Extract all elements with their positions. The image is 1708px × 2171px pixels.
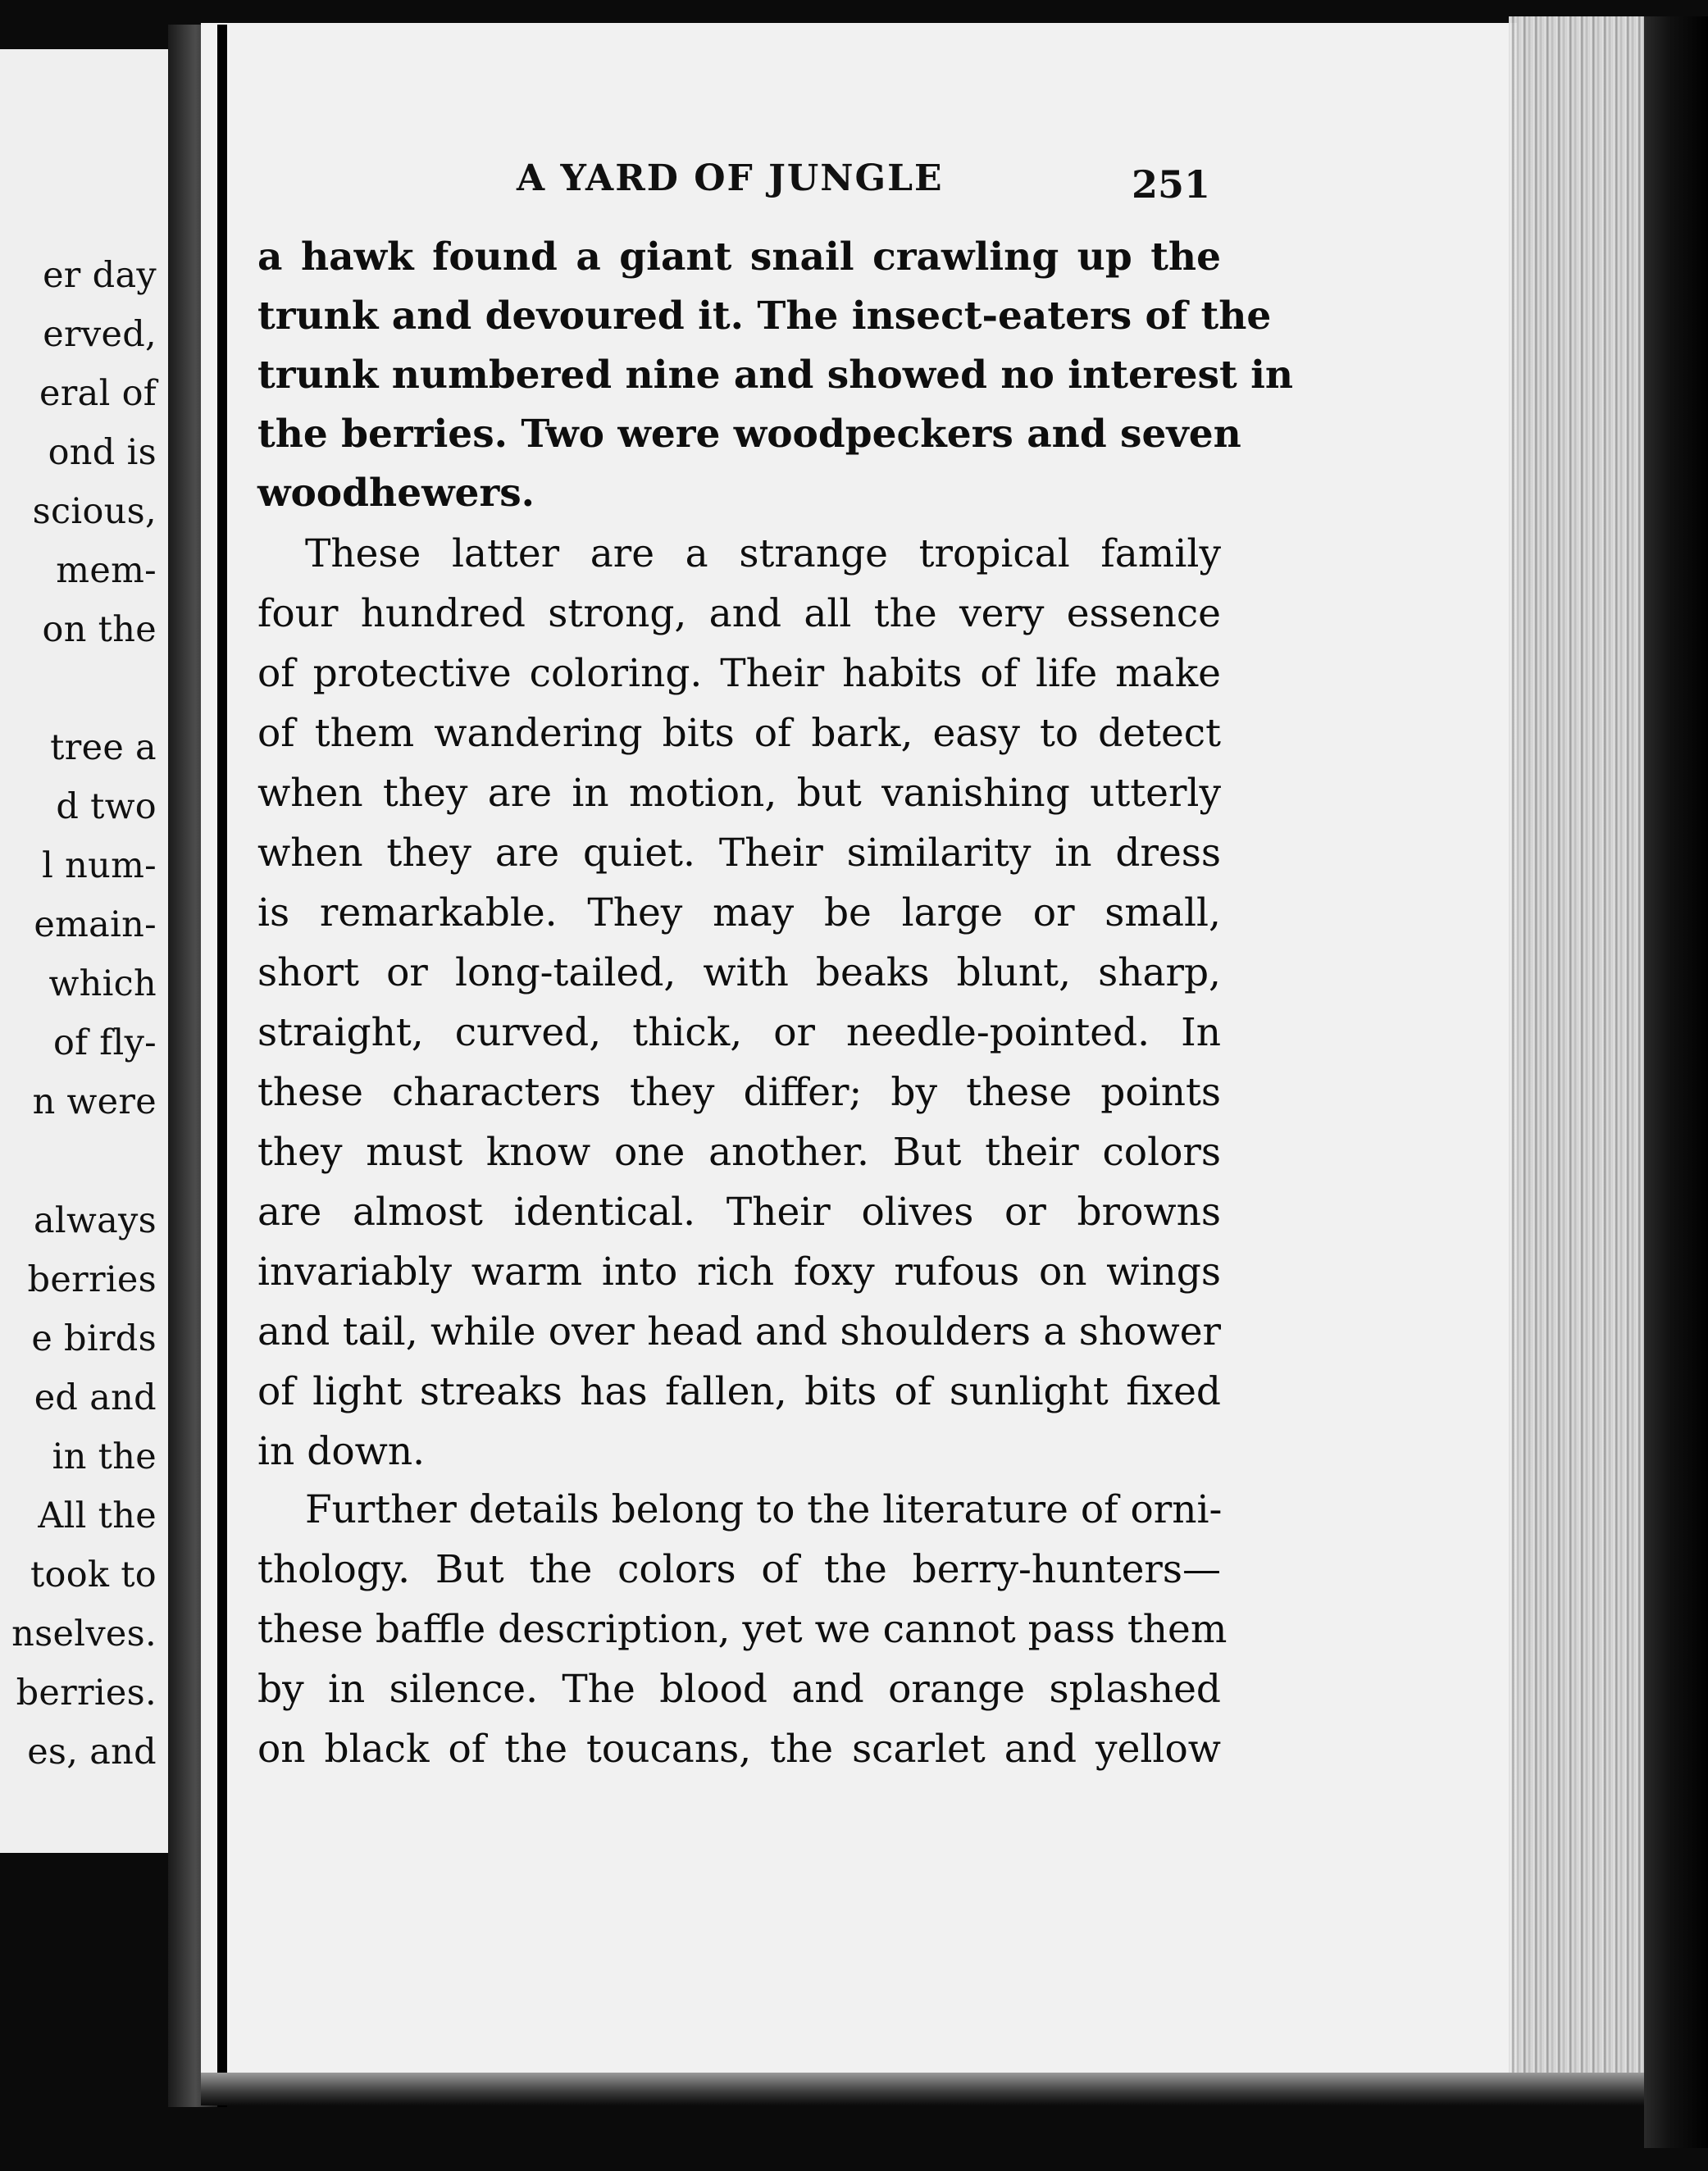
facing-page-line: l num- bbox=[42, 845, 157, 886]
body-line: by in silence. The blood and orange splashed bbox=[257, 1667, 1221, 1712]
facing-page-line: of fly- bbox=[52, 1022, 157, 1063]
bottom-edge bbox=[201, 2073, 1644, 2105]
facing-page-line: in the bbox=[52, 1436, 157, 1477]
body-line: These latter are a strange tropical family bbox=[305, 531, 1221, 576]
facing-page-line: which bbox=[48, 963, 157, 1004]
facing-page-line: e birds bbox=[31, 1318, 157, 1359]
body-line: they must know one another. But their colors bbox=[257, 1130, 1221, 1175]
facing-page-line: emain- bbox=[34, 904, 157, 945]
facing-page-line: took to bbox=[30, 1554, 157, 1595]
facing-page-line: on the bbox=[42, 609, 157, 650]
gutter-shadow bbox=[217, 25, 227, 2107]
facing-page-line: berries bbox=[27, 1259, 157, 1300]
body-line: of light streaks has fallen, bits of sunlight fixed bbox=[257, 1369, 1221, 1414]
body-line: of them wandering bits of bark, easy to detect bbox=[257, 711, 1221, 756]
facing-page-line: nselves. bbox=[11, 1613, 157, 1654]
body-line: trunk numbered nine and showed no interest in bbox=[257, 353, 1294, 398]
page-number: 251 bbox=[1132, 162, 1211, 207]
body-line: short or long-tailed, with beaks blunt, sharp, bbox=[257, 950, 1221, 995]
body-line: is remarkable. They may be large or small, bbox=[257, 890, 1221, 935]
body-line: invariably warm into rich foxy rufous on wings bbox=[257, 1249, 1221, 1295]
body-line: these baffle description, yet we cannot pass them bbox=[257, 1607, 1227, 1652]
facing-page-line: always bbox=[34, 1200, 157, 1241]
body-line: four hundred strong, and all the very essence bbox=[257, 591, 1221, 636]
body-line: when they are quiet. Their similarity in dress bbox=[257, 831, 1221, 876]
facing-page-line: scious, bbox=[32, 491, 157, 532]
body-line: woodhewers. bbox=[257, 471, 535, 516]
page-edges bbox=[1509, 16, 1648, 2099]
facing-page-line: All the bbox=[38, 1495, 157, 1536]
body-line: thology. But the colors of the berry-hunters— bbox=[257, 1547, 1221, 1592]
body-line: a hawk found a giant snail crawling up the bbox=[257, 234, 1221, 280]
body-line: on black of the toucans, the scarlet and yellow bbox=[257, 1727, 1221, 1772]
facing-page-line: es, and bbox=[27, 1732, 157, 1773]
body-line: the berries. Two were woodpeckers and seven bbox=[257, 412, 1241, 457]
facing-page-line: er day bbox=[43, 255, 157, 296]
body-line: straight, curved, thick, or needle-pointed. In bbox=[257, 1010, 1221, 1055]
body-line: trunk and devoured it. The insect-eaters of the bbox=[257, 294, 1272, 339]
facing-page-line: d two bbox=[56, 786, 157, 827]
body-line: and tail, while over head and shoulders a shower bbox=[257, 1309, 1221, 1354]
facing-page-line: tree a bbox=[50, 727, 157, 768]
facing-page bbox=[0, 49, 168, 1853]
body-line: of protective coloring. Their habits of life make bbox=[257, 651, 1221, 696]
facing-page-line: n were bbox=[32, 1081, 157, 1122]
body-line: these characters they differ; by these points bbox=[257, 1070, 1221, 1115]
facing-page-line: ed and bbox=[34, 1377, 157, 1418]
facing-page-line: ond is bbox=[48, 432, 157, 473]
facing-page-line: mem- bbox=[56, 550, 157, 591]
edge-shadow bbox=[1644, 16, 1708, 2148]
body-line: in down. bbox=[257, 1429, 426, 1474]
facing-page-line: erved, bbox=[43, 314, 157, 355]
facing-page-line: berries. bbox=[16, 1673, 157, 1714]
body-line: when they are in motion, but vanishing utterly bbox=[257, 771, 1221, 816]
body-line: Further details belong to the literature of orni- bbox=[305, 1487, 1223, 1532]
facing-page-line: eral of bbox=[39, 373, 157, 414]
body-line: are almost identical. Their olives or browns bbox=[257, 1190, 1221, 1235]
running-head: A YARD OF JUNGLE bbox=[517, 157, 944, 199]
